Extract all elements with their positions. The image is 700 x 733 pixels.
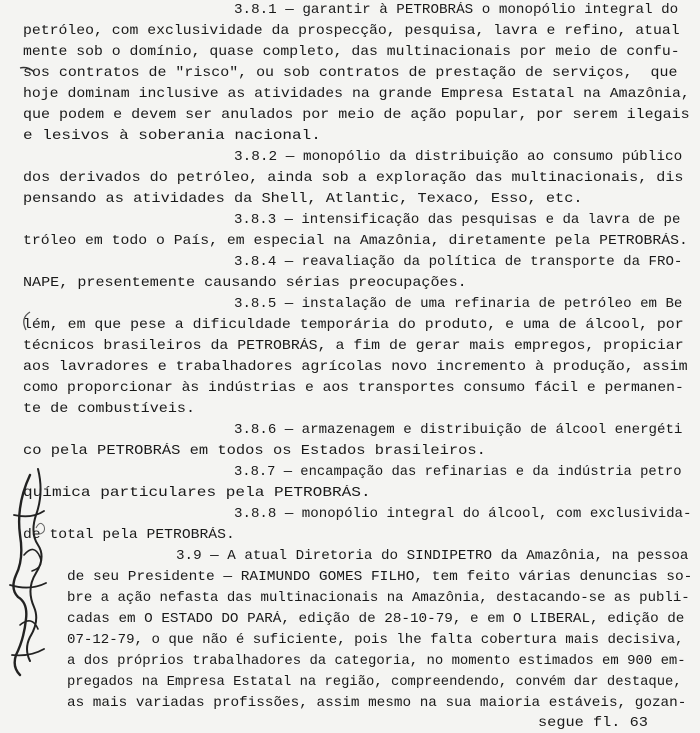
- text-line: NAPE, presentemente causando sérias preocupações.: [23, 276, 467, 291]
- text-line: lém, em que pese a dificuldade temporária do produto, e uma de álcool, por: [23, 318, 684, 333]
- text-line: pensando as atividades da Shell, Atlantic, Texaco, Esso, etc.: [23, 192, 583, 207]
- text-line: 3.8.3 — intensificação das pesquisas e da lavra de pe: [234, 213, 681, 228]
- text-line: dos derivados do petróleo, ainda sob a exploração das multinacionais, dis: [23, 171, 684, 186]
- text-line: como proporcionar às indústrias e aos transportes consumo fácil e permanen-: [23, 381, 684, 396]
- text-line: hoje dominam inclusive as atividades na grande Empresa Estatal na Amazônia,: [23, 87, 690, 102]
- text-line: 07-12-79, o que não é suficiente, pois lhe falta cobertura mais decisiva,: [67, 633, 684, 648]
- text-line: mente sob o domínio, quase completo, das multinacionais por meio de confu-: [23, 45, 680, 60]
- text-line: 3.8.4 — reavaliação da política de transporte da FRO-: [234, 255, 683, 270]
- text-line: 3.8.6 — armazenagem e distribuição de álcool energéti: [234, 423, 683, 438]
- text-line: co pela PETROBRÁS em todos os Estados brasileiros.: [23, 444, 486, 459]
- text-line: química particulares pela PETROBRÁS.: [23, 486, 371, 501]
- text-line: pregados na Empresa Estatal na região, compreendendo, convém dar destaque,: [67, 675, 682, 690]
- text-line: que podem e devem ser anulados por meio de ação popular, por serem ilegais: [23, 108, 690, 123]
- text-line: as mais variadas profissões, assim mesmo na sua maioria estáveis, gozan-: [67, 696, 687, 711]
- text-line: 3.8.5 — instalação de uma refinaria de petróleo em Be: [234, 297, 683, 312]
- text-line: tróleo em todo o País, em especial na Amazônia, diretamente pela PETROBRÁS.: [23, 234, 688, 249]
- text-line: te de combustíveis.: [23, 402, 195, 417]
- text-line: 3.9 — A atual Diretoria do SINDIPETRO da Amazônia, na pessoa: [176, 549, 689, 564]
- text-line: cadas em O ESTADO DO PARÁ, edição de 28-10-79, e em O LIBERAL, edição de: [67, 612, 685, 627]
- text-line: 3.8.1 — garantir à PETROBRÁS o monopólio integral do: [234, 3, 679, 18]
- text-line: bre a ação nefasta das multinacionais na Amazônia, destacando-se as publi-: [67, 591, 690, 606]
- text-line: aos lavradores e trabalhadores agrícolas novo incremento à produção, assim: [23, 360, 688, 375]
- text-line: 3.8.8 — monopólio integral do álcool, com exclusivida-: [234, 507, 692, 522]
- text-line: sos contratos de "risco", ou sob contratos de prestação de serviços, que: [23, 66, 678, 81]
- handwritten-signature: [0, 455, 62, 695]
- text-line: técnicos brasileiros da PETROBRÁS, a fim de gerar mais empregos, propiciar: [23, 339, 684, 354]
- text-line: de seu Presidente — RAIMUNDO GOMES FILHO, tem feito várias denuncias so-: [67, 570, 693, 585]
- text-line: petróleo, com exclusividade da prospecção, pesquisa, lavra e refino, atual: [23, 24, 680, 39]
- text-line: de total pela PETROBRÁS.: [23, 528, 235, 543]
- text-line: 3.8.2 — monopólio da distribuição ao consumo público: [234, 150, 683, 165]
- text-line: a dos próprios trabalhadores da categoria, no momento estimados em 900 em-: [67, 654, 686, 669]
- text-line: e lesivos à soberania nacional.: [23, 129, 321, 144]
- page-continuation: segue fl. 63: [538, 716, 648, 731]
- text-line: 3.8.7 — encampação das refinarias e da indústria petro: [234, 465, 682, 480]
